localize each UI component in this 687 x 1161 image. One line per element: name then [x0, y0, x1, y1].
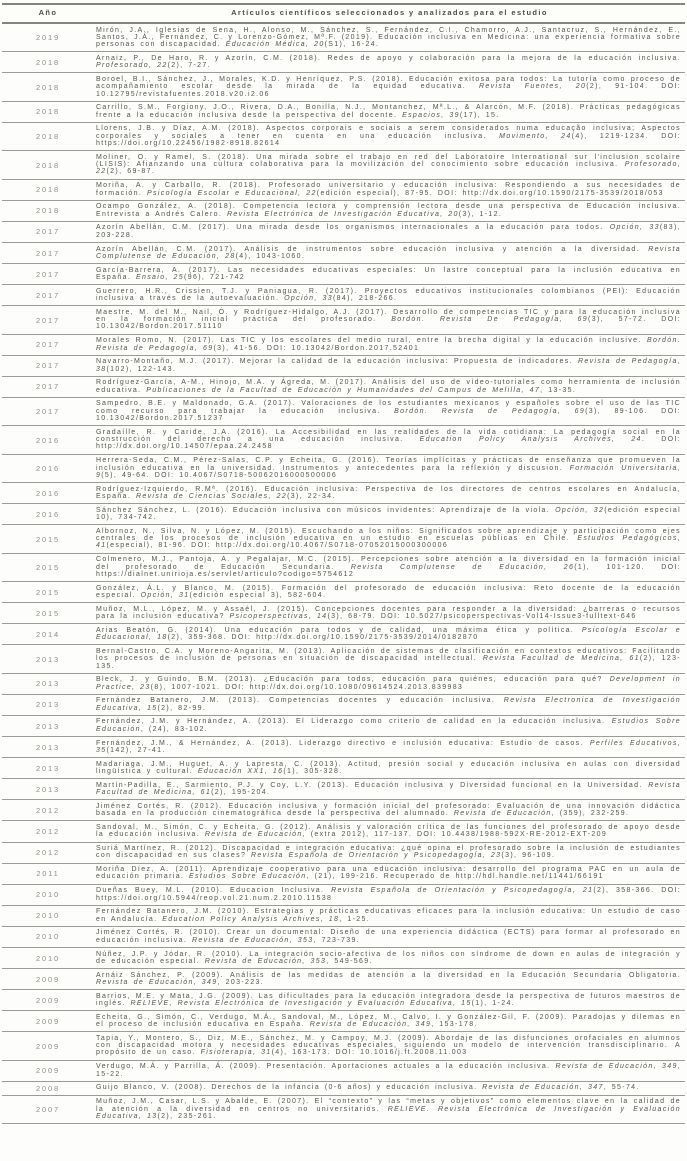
- citation-cell: [94, 23, 685, 52]
- year-cell: 2018: [36, 132, 60, 142]
- table-row: [2, 1032, 685, 1060]
- year-cell: 2013: [36, 763, 60, 773]
- citation-cell: [94, 842, 685, 863]
- citation-text: Muñoz, M.L., López, M. y Assaél, J. (2015). Concepciones docentes para responder a la diversidad: ¿barreras o recursos para la inclusión educativa?: [96, 605, 681, 621]
- citation-text: Núñez, J.P. y Jódar, R. (2010). La integración socio-afectiva de los niños con síndrome de down en aulas de integración y de educación especial.: [96, 950, 681, 965]
- year-cell: 2010: [36, 953, 60, 963]
- citation-text: (2), 359-368. DOI: http://dx.doi.org/10.1590/2175-3539/2014/0182870: [167, 634, 479, 642]
- year-cell: 2018: [36, 107, 60, 117]
- citation-text: García-Barrera, A. (2017). Las necesidades educativas especiales: Un lastre conceptual para la inclusión educativa en España.: [96, 266, 681, 281]
- table-row: [2, 800, 685, 821]
- year-cell: 2017: [36, 407, 60, 417]
- citation-text: Ocampo González, A. (2018). Competencia lectora y comprensión lectora desde una perspectiva de Educación inclusiva. Entrevista a Andrés Calero.: [96, 203, 681, 218]
- citation-text: (4), 1219-1234. DOI: https://doi.org/10.22456/1982-8918.82614: [96, 132, 681, 148]
- citation-text: Dueñas Buey, M.L. (2010). Educacion Inclusiva.: [96, 887, 332, 895]
- citation-text: (edición especial 10), 734-742.: [96, 506, 681, 522]
- citation-cell: [94, 969, 685, 990]
- journal-title: Movimento, 24: [499, 132, 572, 140]
- journal-title: Profesorado, 22: [96, 62, 168, 70]
- citation-cell: [94, 504, 685, 525]
- citation-text: Fernández, J.M., & Hernández, A. (2013). Liderazgo directivo e inclusión educativa: Estudio de casos.: [96, 739, 590, 747]
- citation-text: Suriá Martínez, R. (2012). Discapacidad e integración educativa: ¿qué opina el profesorado sobre la inclusión de estudiantes con discapacidad en sus clases?: [96, 845, 681, 860]
- citation-text: (2), 82-99.: [157, 704, 207, 712]
- citation-text: , 55-74.: [603, 1084, 640, 1092]
- journal-title: Education Policy Analysis Archives, 24: [419, 436, 642, 444]
- citation-cell: [94, 179, 685, 200]
- table-row: [2, 23, 685, 52]
- table-row: [2, 101, 685, 122]
- citation-cell: [94, 948, 685, 969]
- journal-title: Revista Fuentes, 20: [479, 83, 587, 91]
- table-row: [2, 426, 685, 454]
- journal-title: Psicología Escolar e Educacional, 18: [96, 626, 682, 642]
- year-cell: 2015: [36, 587, 60, 597]
- citation-text: Gradaílle, R. y Caride, J.A. (2016). La Accesibilidad en las realidades de la vida cotidiana: La pedagogía social en la construcción del derecho a una educación inclusiva.: [96, 428, 681, 444]
- journal-title: Revista de Educación, 353: [204, 957, 327, 965]
- table-row: [2, 990, 685, 1011]
- journal-title: Revista Complutense de Educación, 26: [350, 563, 575, 571]
- table-row: [2, 504, 685, 525]
- citation-text: , (359), 232-259.: [551, 810, 630, 818]
- year-cell: 2017: [36, 361, 60, 371]
- year-cell: 2009: [36, 1016, 60, 1026]
- table-body: [2, 23, 685, 1124]
- citation-text: , 1-25.: [339, 915, 371, 923]
- year-cell: 2014: [36, 629, 60, 639]
- journal-title: Estudios Sobre Educación: [189, 873, 307, 881]
- citation-cell: [94, 1011, 685, 1032]
- citation-text: (2), 7-27.: [167, 62, 211, 70]
- year-cell: 2010: [36, 890, 60, 900]
- citation-cell: [94, 926, 685, 947]
- citation-text: (17), 15.: [459, 111, 500, 119]
- citation-cell: [94, 334, 685, 355]
- table-row: [2, 334, 685, 355]
- journal-title: Revista Electrónica de Investigación Educativa, 20: [226, 210, 459, 218]
- journal-title: Opción, 31: [140, 591, 190, 599]
- year-cell: 2010: [36, 932, 60, 942]
- year-cell: 2018: [36, 206, 60, 216]
- citation-cell: [94, 525, 685, 553]
- citation-text: Echeita, G., Simón, C., Verdugo, M.Á., Sandoval, M., López, M., Calvo, I. y González-Gil, F. (2009). Paradojas y dilemas en el proceso de inclusión educativa en España.: [96, 1013, 681, 1029]
- citation-cell: [94, 355, 685, 376]
- citation-text: (3), 22-34.: [287, 492, 336, 500]
- table-row: [2, 73, 685, 101]
- year-cell: 2016: [36, 435, 60, 445]
- citation-cell: [94, 863, 685, 884]
- citation-cell: [94, 1081, 685, 1095]
- year-cell: 2008: [36, 1083, 60, 1093]
- journal-title: Revista de Educación, 349: [309, 1021, 432, 1029]
- table-row: [2, 122, 685, 150]
- journal-title: Revista de Ciencias Sociales, 22: [135, 492, 288, 500]
- citation-cell: [94, 483, 685, 504]
- citation-cell: [94, 624, 685, 645]
- year-cell: 2016: [36, 463, 60, 473]
- year-cell: 2015: [36, 534, 60, 544]
- year-cell: 2019: [36, 33, 60, 43]
- citation-text: Morales Romo, N. (2017). Las TIC y los escolares del medio rural, entre la brecha digital y la educación inclusive.: [96, 337, 648, 345]
- citation-text: (3), 89-106. DOI: 10.13042/Bordon.2017.51237: [96, 407, 681, 423]
- citation-text: Navarro-Montaño, M.J. (2017). Mejorar la calidad de la educación inclusiva: Propuesta de indicadores.: [96, 358, 579, 366]
- citation-cell: [94, 426, 685, 454]
- citation-text: (96), 721-742: [184, 273, 246, 281]
- citation-text: . DOI: http://dx.doi.org/10.14507/epaa.24.2458: [96, 436, 681, 451]
- journal-title: Profesorado, 22: [96, 161, 681, 176]
- table-row: [2, 673, 685, 694]
- citation-cell: [94, 800, 685, 821]
- citation-text: Llorens, J.B. y Díaz, A.M. (2018). Aspectos corporais e sociais a serem considerados numa educação inclusiva; Aspectos corporales y sociales a tener en cuenta en una educación inclusiva.: [96, 125, 681, 140]
- citation-text: , (21), 199-216. Recuperado de http://hdl.handle.net/11441/66191: [306, 873, 604, 881]
- citation-text: Sampedro, B.E. y Maldonado, G.A. (2017). Valoraciones de los estudiantes mexicanos y españoles sobre el uso de las TIC como recurso para trabajar la educación inclusiva.: [96, 400, 681, 415]
- citation-text: Madariaga, J.M., Huguet, A. y Lapresta, C. (2013). Actitud, presión social y educación inclusiva en aulas con diversidad lingüística y cultural.: [96, 760, 681, 775]
- citation-text: (edición especial 3), 582-604.: [189, 591, 327, 599]
- table-row: [2, 842, 685, 863]
- table-row: [2, 179, 685, 200]
- journal-title: Revista de Educación, 349: [555, 1063, 678, 1071]
- table-row: [2, 306, 685, 334]
- year-cell: 2009: [36, 1066, 60, 1076]
- table-row: [2, 397, 685, 425]
- citation-text: Carrillo, S.M., Forgiony, J.O., Rivera, D.A., Bonilla, N.J., Montanchez, Mª.L., & Alarcón, M.F. (2018). Prácticas pedagógicas frente a la educación inclusiva desde la perspectiva del docente.: [96, 104, 681, 119]
- table-row: [2, 948, 685, 969]
- citation-text: (3), 68-79. DOI: 10.5027/psicoperspectivas-Vol14-Issue3-fulltext-646: [327, 613, 637, 621]
- table-row: [2, 355, 685, 376]
- citation-text: Boroel, B.I., Sánchez, J., Morales, K.D. y Henríquez, P.S. (2018). Educación exitosa para todos: La tutoría como proceso de acompañamiento escolar desde la mirada de la equidad educativa.: [96, 75, 681, 91]
- year-cell: 2012: [36, 848, 60, 858]
- citation-cell: [94, 582, 685, 603]
- journal-title: Revista Facultad de Medicina, 61: [96, 781, 681, 797]
- journal-title: Psicoperspectivas, 14: [229, 613, 328, 621]
- journal-title: Revista Complutense de Educación, 28: [96, 245, 681, 260]
- year-cell: 2018: [36, 82, 60, 92]
- citation-cell: [94, 285, 685, 306]
- journal-title: Revista Española de Orientación y Psicopedagogía, 23: [251, 852, 502, 860]
- year-cell: 2011: [36, 869, 60, 879]
- table-row: [2, 52, 685, 73]
- year-cell: 2017: [36, 315, 60, 325]
- table-row: [2, 758, 685, 779]
- citation-text: Muñoz, J.M., Casar, L.S. y Abalde, E. (2007). El “contexto” y las “metas y objetivos” como elementos clave en la calidad de la atención a la diversidad en centros no universitarios.: [96, 1098, 681, 1113]
- journal-title: Opción, 33: [284, 295, 333, 303]
- journal-title: Opción, 32: [555, 506, 605, 514]
- citation-text: Fernández Batanero, J.M. (2013). Competencias docentes y educación inclusiva.: [96, 697, 504, 705]
- year-cell: 2012: [36, 805, 60, 815]
- citation-text: (8), 1007-1021. DOI: http://dx.doi.org/10.1080/09614524.2013.839983: [150, 683, 464, 691]
- citation-text: , 13-35.: [540, 386, 577, 394]
- citation-cell: [94, 306, 685, 334]
- journal-title: Development in Practice, 23: [96, 676, 681, 691]
- table-row: [2, 821, 685, 842]
- year-cell: 2013: [36, 700, 60, 710]
- citation-text: (3), 96-109.: [501, 852, 556, 860]
- citation-cell: [94, 821, 685, 842]
- citation-text: Sánchez Sánchez, L. (2016). Educación inclusiva con músicos invidentes: Aprendizaje de la viola.: [96, 506, 556, 514]
- citation-text: Azorín Abellán, C.M. (2017). Análisis de instrumentos sobre educación inclusiva y atención a la diversidad.: [96, 245, 649, 253]
- table-row: [2, 553, 685, 581]
- journal-title: Psicología Escolar e Educacional, 22: [146, 189, 317, 197]
- citation-text: Fernández, J.M. y Hernández, A. (2013). El Liderazgo como criterio de calidad en la educación inclusiva.: [96, 718, 612, 726]
- citation-cell: [94, 73, 685, 101]
- citation-text: , 15-22.: [96, 1063, 681, 1078]
- citation-text: Bernal-Castro, C.A. y Moreno-Angarita, M. (2013). Aplicación de sistemas de clasificación en contextos educativos: Facilitando los procesos de inclusión de personas en situación de discapacidad intellectual.: [96, 647, 681, 663]
- journal-title: Estudios Sobre Educación: [96, 718, 682, 733]
- table-row: [2, 1060, 685, 1081]
- citation-cell: [94, 884, 685, 905]
- table-row: [2, 376, 685, 397]
- table-row: [2, 884, 685, 905]
- journal-title: Ensaio, 25: [135, 273, 185, 281]
- citation-cell: [94, 122, 685, 150]
- table-row: [2, 151, 685, 179]
- journal-title: Fisioterapia, 31: [200, 1049, 272, 1057]
- journal-title: Revista Electronica de Investigación Educativa, 15: [96, 697, 681, 712]
- citation-cell: [94, 715, 685, 736]
- citation-cell: [94, 779, 685, 800]
- citation-text: Fernández Batanero, J.M. (2010). Estrategias y prácticas educativas eficaces para la inclusión educativa: Un estudio de caso en Andalucía.: [96, 908, 681, 923]
- citation-cell: [94, 243, 685, 264]
- table-row: [2, 715, 685, 736]
- table-row: [2, 264, 685, 285]
- citation-cell: [94, 645, 685, 673]
- citation-text: Herrera-Seda, C.M., Pérez-Salas, C.P. y Echeita, G. (2016). Teorías implícitas y prácticas de enseñanza que promueven la inclusión educativa en la universidad. Instrumentos y antecedentes para la reflexión y discusion.: [96, 457, 681, 472]
- year-cell: 2009: [36, 995, 60, 1005]
- citation-text: Azorín Abellán, C.M. (2017). Una mirada desde los organismos internacionales a la educación para todos.: [96, 224, 610, 232]
- citation-text: Moriña, A. y Carballo, R. (2018). Profesorado universitario y educación inclusiva: Respondiendo a sus necesidades de formación.: [96, 182, 681, 197]
- citation-text: Guerrero, H.R., Crissien, T.J. y Paniagua, R. (2017). Proyectos educativos institucionales colombianos (PEI): Educación inclusiva a través de la autoevaluación.: [96, 287, 681, 303]
- citation-text: (2), 69-87.: [106, 168, 156, 176]
- year-cell: 2013: [36, 721, 60, 731]
- citation-text: Maestre, M. del M., Nail, Ó. y Rodríguez-Hidalgo, A.J. (2017). Desarrollo de competencias TIC y para la educación inclusiva en la formación inicial práctica del profesorado.: [96, 308, 681, 324]
- year-cell: 2009: [36, 974, 60, 984]
- citation-cell: [94, 758, 685, 779]
- year-cell: 2018: [36, 57, 60, 67]
- journal-title: Bordón. Revista De Pedagogía, 69: [391, 316, 589, 324]
- citation-text: (83), 203-228.: [96, 224, 682, 239]
- citation-text: Colmenero, M.J., Pantoja, A. y Pegalajar, M.C. (2015). Percepciones sobre atención a la diversidad en la formación inicial del profesorado de Educación Secundaria.: [96, 556, 681, 571]
- citation-cell: [94, 264, 685, 285]
- journal-title: Revista de Educación, 349: [96, 978, 218, 986]
- journal-title: Revista de Educación: [204, 831, 303, 839]
- citation-text: (102), 122-143.: [106, 365, 177, 373]
- citation-text: (4), 163-173. DOI: 10.1016/j.ft.2008.11.003: [271, 1049, 468, 1057]
- citation-text: (84), 218-266.: [332, 295, 398, 303]
- journal-title: Estudios Pedagógicos, 41: [96, 535, 681, 550]
- citation-text: Jiménez Cortés, R. (2012). Educación inclusiva y formación inicial del profesorado: Evaluación de una innovación didáctica basada en la producción cinematográfica desde la perspectiva del alumnado.: [96, 802, 681, 818]
- citation-cell: [94, 737, 685, 758]
- citation-text: Tapia, Y., Montero, S., Diz, M.E., Sánchez, M. y Campoy, M.J. (2009). Abordaje de las disfunciones orofaciales en alumnos con discapacidad motora y necesidades educativas especiales, siguiendo un modelo de intervención transdisciplinario. A propósito de un caso.: [96, 1034, 681, 1057]
- year-cell: 2018: [36, 160, 60, 170]
- journal-title: Formación Universitaria, 9: [96, 464, 681, 479]
- citation-cell: [94, 454, 685, 482]
- citation-text: (2), 235-261.: [157, 1112, 217, 1120]
- journal-title: Opción, 33: [609, 224, 660, 232]
- citation-text: Arnaiz, P., De Haro, R. y Azorín, C.M. (2018). Redes de apoyo y colaboración para la mejora de la educación inclusiva.: [96, 54, 681, 62]
- citation-cell: [94, 603, 685, 624]
- citation-text: Martín-Padilla, E., Sarmiento, P.J. y Coy, L.Y. (2013). Educación inclusiva y Diversidad funcional en la Universidad.: [96, 781, 649, 789]
- table-row: [2, 694, 685, 715]
- table-row: [2, 221, 685, 242]
- citation-text: Mirón, J.A., Iglesias de Sena, H., Alonso, M., Sánchez, S., Fernández, C.I., Chamorro, A.J., Santacruz, S., Hernández, E., Santos, J.Á., Fernández, C. y Lorenzo-Gómez, Mª.F. (2019). Educación inclusiva en Medicina: una experiencia formativa sobre personas con discapacidad.: [96, 26, 681, 49]
- year-cell: 2017: [36, 269, 60, 279]
- year-cell: 2010: [36, 911, 60, 921]
- citation-cell: [94, 200, 685, 221]
- citation-cell: [94, 1095, 685, 1123]
- citation-text: , 549-569.: [326, 957, 373, 965]
- citation-cell: [94, 151, 685, 179]
- table-row: [2, 926, 685, 947]
- citation-cell: [94, 553, 685, 581]
- journal-title: Revista de Educación: [453, 810, 552, 818]
- citation-cell: [94, 905, 685, 926]
- year-cell: 2015: [36, 608, 60, 618]
- journal-title: Bordón. Revista de Pedagogía, 69: [96, 337, 681, 352]
- articles-column-header: Artículos científicos seleccionados y analizados para el estudio: [94, 4, 685, 23]
- citation-text: (3), 41-56. DOI: 10.13042/Bordon.2017.52401: [213, 344, 420, 352]
- citation-text: , 203-223.: [217, 978, 265, 986]
- table-row: [2, 582, 685, 603]
- year-cell: 2013: [36, 654, 60, 664]
- journal-title: Revista de Educación, 353: [191, 936, 314, 944]
- year-cell: 2016: [36, 488, 60, 498]
- citation-text: (142), 27-41.: [106, 746, 166, 754]
- year-cell: 2009: [36, 1041, 60, 1051]
- citation-text: (1), 1-24.: [471, 1000, 515, 1007]
- citation-text: Jiménez Cortés, R. (2010). Crear un documental: Diseño de una experiencia didáctica (ECTS) para formar al profesorado en educación inclusiva.: [96, 929, 681, 944]
- citation-text: (3), 57-72. DOI: 10.13042/Bordon.2017.51110: [96, 316, 681, 331]
- journal-title: Espacios, 39: [402, 111, 460, 119]
- table-row: [2, 1081, 685, 1095]
- citation-text: (edición especial), 87-95. DOI: http://dx.doi.org/10.1590/2175-3539/2018/053: [316, 189, 664, 197]
- citation-cell: [94, 221, 685, 242]
- citation-cell: [94, 694, 685, 715]
- year-cell: 2018: [36, 185, 60, 195]
- journal-title: Revista de Pedagogía, 38: [96, 358, 681, 373]
- citation-text: (2), 358-366. DOI: https://doi.org/10.5944/reop.vol.21.num.2.2010.11538: [96, 887, 681, 902]
- table-row: [2, 779, 685, 800]
- citation-text: Barrios, M.E. y Mata, J.G. (2009). Las dificultades para la educación integradora desde la perspectiva de futuros maestros de inglés.: [96, 992, 681, 1007]
- citation-text: , 153-178.: [431, 1021, 478, 1029]
- citation-text: (1), 101-120. DOI: https://dialnet.unirioja.es/servlet/articulo?codigo=5754612: [96, 563, 682, 578]
- table-row: [2, 525, 685, 553]
- citation-cell: [94, 990, 685, 1011]
- table-row: [2, 905, 685, 926]
- citation-text: (especial), 81-96. DOI: http://dx.doi.org/10.4067/S0718-07052015000300006: [106, 542, 449, 550]
- citation-text: Guijo Blanco, V. (2008). Derechos de la infancia (0-6 años) y educación inclusiva.: [96, 1084, 483, 1092]
- year-cell: 2007: [36, 1105, 60, 1115]
- citation-text: Arnáiz Sánchez, P. (2009). Análisis de las medidas de atención a la diversidad en la Educación Secundaria Obligatoria.: [96, 971, 681, 979]
- table-row: [2, 200, 685, 221]
- table-row: [2, 603, 685, 624]
- table-header-row: [2, 4, 685, 23]
- journal-title: Perfiles Educativos, 35: [96, 739, 682, 754]
- citation-text: González, Á.L. y Blanco, M. (2015). Formación del profesorado de educación inclusiva: Reto docente de la educación especial.: [96, 584, 681, 599]
- citation-cell: [94, 52, 685, 73]
- table-row: [2, 969, 685, 990]
- citation-cell: [94, 376, 685, 397]
- citation-text: Rodríguez-Izquierdo, R.Mª. (2016). Educación inclusiva: Perspectiva de los directores de centros escolares en Andalucía, España.: [96, 485, 681, 500]
- year-cell: 2017: [36, 248, 60, 258]
- table-row: [2, 285, 685, 306]
- citation-text: Moliner, O. y Ramel, S. (2018). Una mirada sobre el trabajo en red del Laboratoire International sur l'inclusion scolaire (LISIS): Afianzando una cultura colaborativa para la movilización del conocimiento sobre educación inclusiva.: [96, 153, 681, 169]
- journal-title: Revista de Educación, 347: [482, 1084, 604, 1092]
- citation-text: Sandoval, M., Simón, C. y Echeita, G. (2012). Análisis y valoración crítica de las funciones del profesorado de apoyo desde la educación inclusiva.: [96, 823, 681, 839]
- citation-cell: [94, 673, 685, 694]
- table-row: [2, 483, 685, 504]
- citation-cell: [94, 1060, 685, 1081]
- journal-title: Publicaciones de la Facultad de Educación y Humanidades del Campus de Melilla, 47: [146, 386, 541, 394]
- citation-text: (5), 49-64. DOI: 10.4067/S0718-50062016000500006: [101, 471, 338, 479]
- year-cell: 2017: [36, 290, 60, 300]
- journal-title: Educación Médica, 20: [225, 41, 325, 49]
- table-row: [2, 1011, 685, 1032]
- year-cell: 2017: [36, 382, 60, 392]
- citation-text: (1), 305-328.: [283, 767, 343, 775]
- year-cell: 2017: [36, 227, 60, 237]
- citation-text: (4), 1043-1060.: [235, 252, 306, 260]
- citation-text: , (24), 83-102.: [140, 725, 209, 733]
- table-row: [2, 863, 685, 884]
- journal-title: Revista Facultad de Medicina, 61: [482, 655, 640, 663]
- journal-title: Revista Española de Orientación y Psicopedagogía, 21: [331, 887, 594, 895]
- citation-cell: [94, 1032, 685, 1060]
- citation-text: (3), 1-12.: [458, 210, 503, 218]
- citation-text: , (extra 2012), 117-137. DOI: 10.4438/1988-592X-RE-2012-EXT-209: [302, 831, 608, 839]
- table-row: [2, 1095, 685, 1123]
- table-row: [2, 645, 685, 673]
- journal-title: RELIEVE. Revista Electrónica de Investigación y Evaluación Educativa, 13: [96, 1105, 681, 1120]
- year-cell: 2012: [36, 827, 60, 836]
- year-cell: 2016: [36, 509, 60, 519]
- citation-text: Moriña Díez, A. (2011). Aprendizaje cooperativo para una educación inclusiva: desarrollo del programa PAC en un aula de educación primaria.: [96, 866, 681, 881]
- citation-text: Arias Beatón, G. (2014). Una educación para todos y de calidad, una máxima ética y política.: [96, 626, 582, 634]
- citation-text: , 723-739.: [313, 936, 361, 944]
- year-column-header: Año: [2, 4, 94, 23]
- citation-text: (2), 91-104. DOI: 10.12795/revistafuentes.2018.v20.i2.06: [96, 83, 681, 98]
- citation-text: (S1), 16-24.: [324, 41, 380, 49]
- year-cell: 2015: [36, 562, 60, 572]
- citation-text: (2), 195-204.: [211, 789, 271, 797]
- citation-text: (2), 123-135.: [96, 655, 681, 670]
- articles-table: [2, 3, 685, 1124]
- table-row: [2, 454, 685, 482]
- year-cell: 2013: [36, 742, 60, 752]
- journal-title: RELIEVE, Revista Electrónica de Investigación y Evaluación Educativa, 15: [130, 1000, 472, 1007]
- table-row: [2, 243, 685, 264]
- journal-title: Educación XX1, 16: [197, 767, 284, 775]
- citation-text: Rodríguez-García, A-M., Hinojo, M.A. y Ágreda, M. (2017). Análisis del uso de vídeo-tutoriales como herramienta de inclusión educativa.: [96, 379, 681, 394]
- year-cell: 2017: [36, 340, 60, 350]
- citation-text: Bleck, J. y Guindo, B.M. (2013). ¿Educación para todos, educación para quiénes, educación para qué?: [96, 676, 610, 684]
- table-row: [2, 624, 685, 645]
- table-row: [2, 737, 685, 758]
- citation-cell: [94, 101, 685, 122]
- journal-title: Education Policy Analysis Archives, 18: [162, 915, 340, 923]
- citation-text: Verdugo, M.Á. y Parrilla, Á. (2009). Presentación. Aportaciones actuales a la educación inclusiva.: [96, 1063, 556, 1071]
- year-cell: 2013: [36, 784, 60, 794]
- citation-cell: [94, 397, 685, 425]
- citation-text: Albornoz, N., Silva, N. y López, M. (2015). Escuchando a los niños: Significados sobre aprendizaje y participación como ejes centrales de los procesos de inclusión educativa en un estudio en escuelas públicas en Chile.: [96, 527, 681, 543]
- year-cell: 2013: [36, 679, 60, 689]
- journal-title: Bordón. Revista de Pedagogía, 69: [394, 407, 586, 415]
